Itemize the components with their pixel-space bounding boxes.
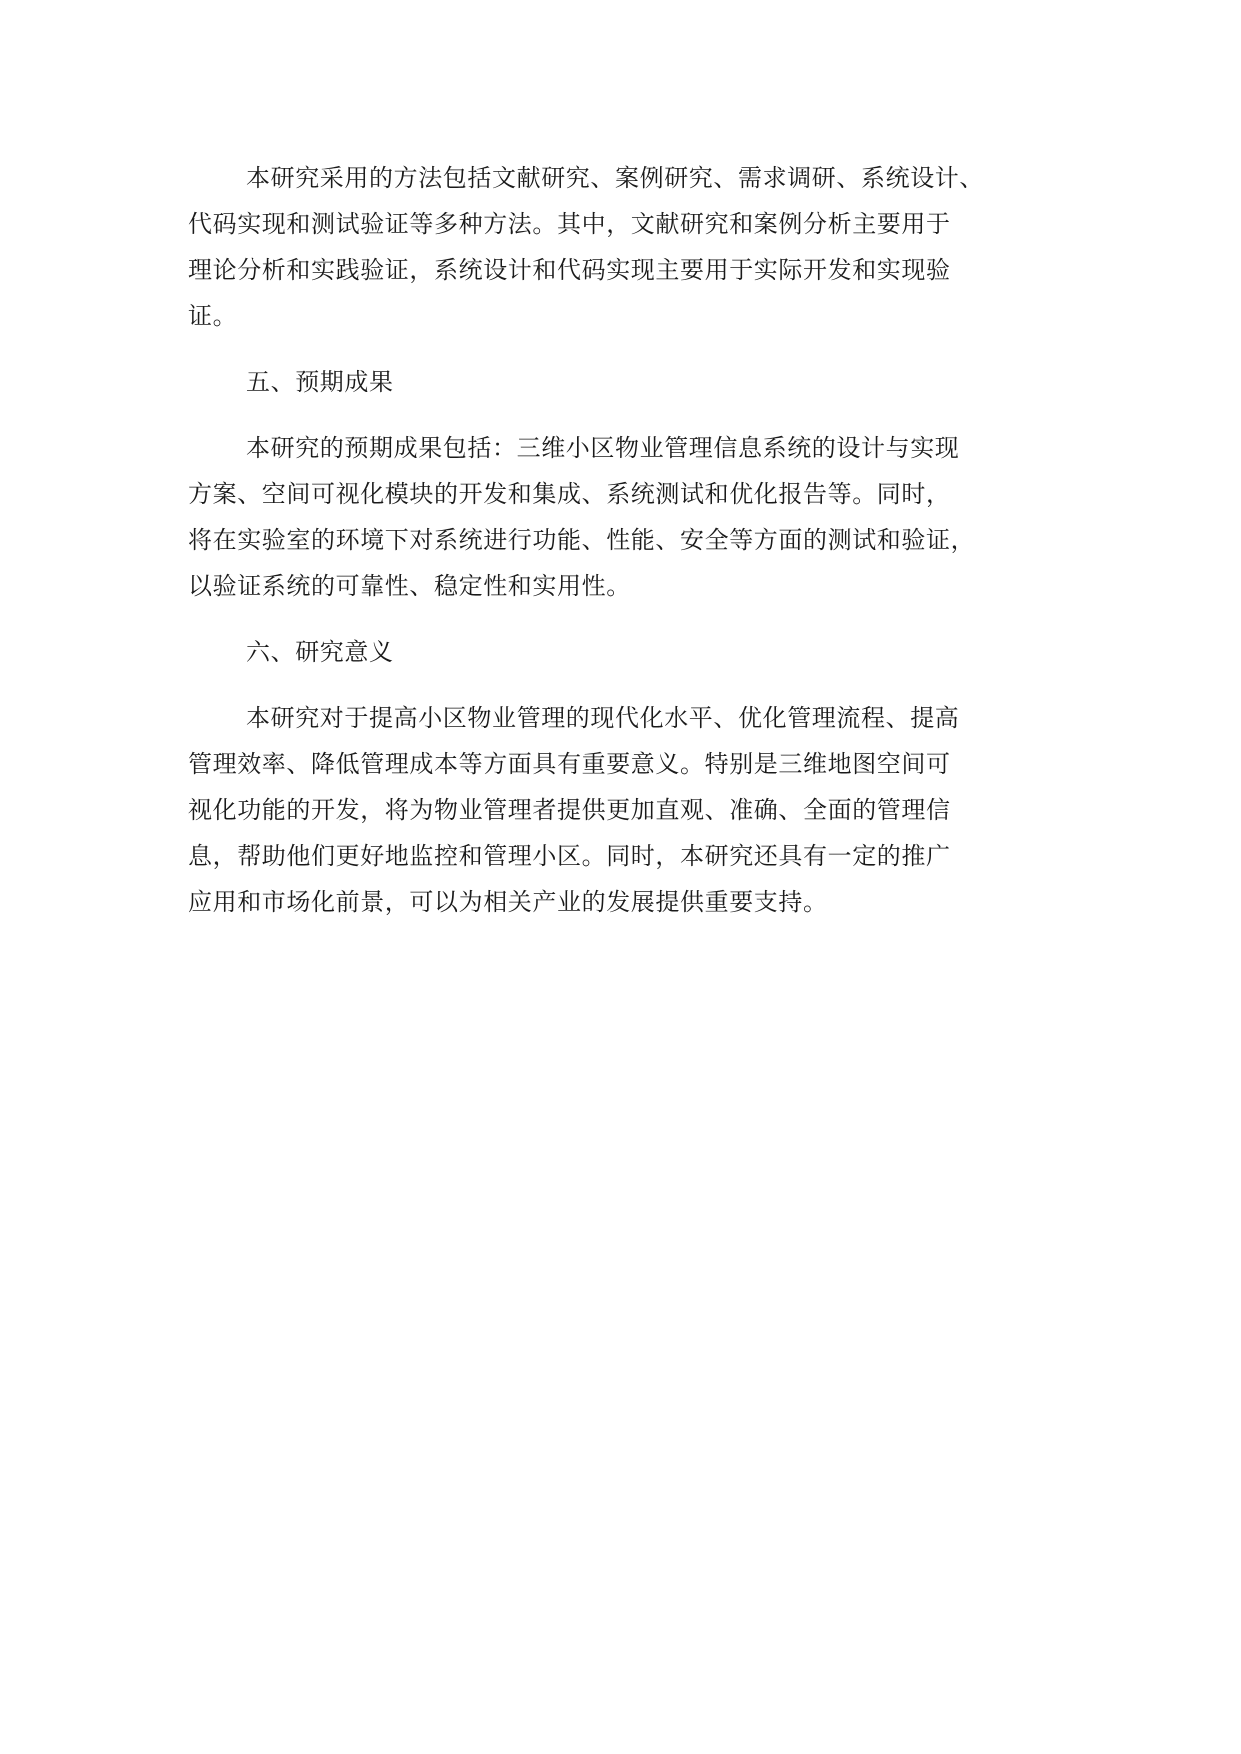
paragraph-line: 理论分析和实践验证，系统设计和代码实现主要用于实际开发和实现验 (188, 256, 951, 284)
paragraph-line: 本研究的预期成果包括：三维小区物业管理信息系统的设计与实现 (246, 434, 960, 462)
paragraph-research-significance (188, 695, 1088, 925)
paragraph-expected-results (188, 425, 1088, 609)
paragraph-line: 本研究采用的方法包括文献研究、案例研究、需求调研、系统设计、 (246, 164, 984, 192)
paragraph-line: 应用和市场化前景，可以为相关产业的发展提供重要支持。 (188, 888, 828, 916)
paragraph-research-methods (188, 155, 1088, 339)
section-heading-research-significance: 六、研究意义 (246, 638, 394, 666)
paragraph-line: 代码实现和测试验证等多种方法。其中，文献研究和案例分析主要用于 (188, 210, 951, 238)
paragraph-line: 本研究对于提高小区物业管理的现代化水平、优化管理流程、提高 (246, 704, 960, 732)
paragraph-line: 息，帮助他们更好地监控和管理小区。同时，本研究还具有一定的推广 (188, 842, 951, 870)
paragraph-line: 方案、空间可视化模块的开发和集成、系统测试和优化报告等。同时， (188, 480, 951, 508)
paragraph-line: 视化功能的开发，将为物业管理者提供更加直观、准确、全面的管理信 (188, 796, 951, 824)
paragraph-line: 以验证系统的可靠性、稳定性和实用性。 (188, 572, 631, 600)
paragraph-line: 将在实验室的环境下对系统进行功能、性能、安全等方面的测试和验证， (188, 526, 976, 554)
paragraph-line: 管理效率、降低管理成本等方面具有重要意义。特别是三维地图空间可 (188, 750, 951, 778)
section-heading-expected-results: 五、预期成果 (246, 368, 394, 396)
paragraph-line: 证。 (188, 302, 238, 330)
document-body (188, 155, 1088, 925)
